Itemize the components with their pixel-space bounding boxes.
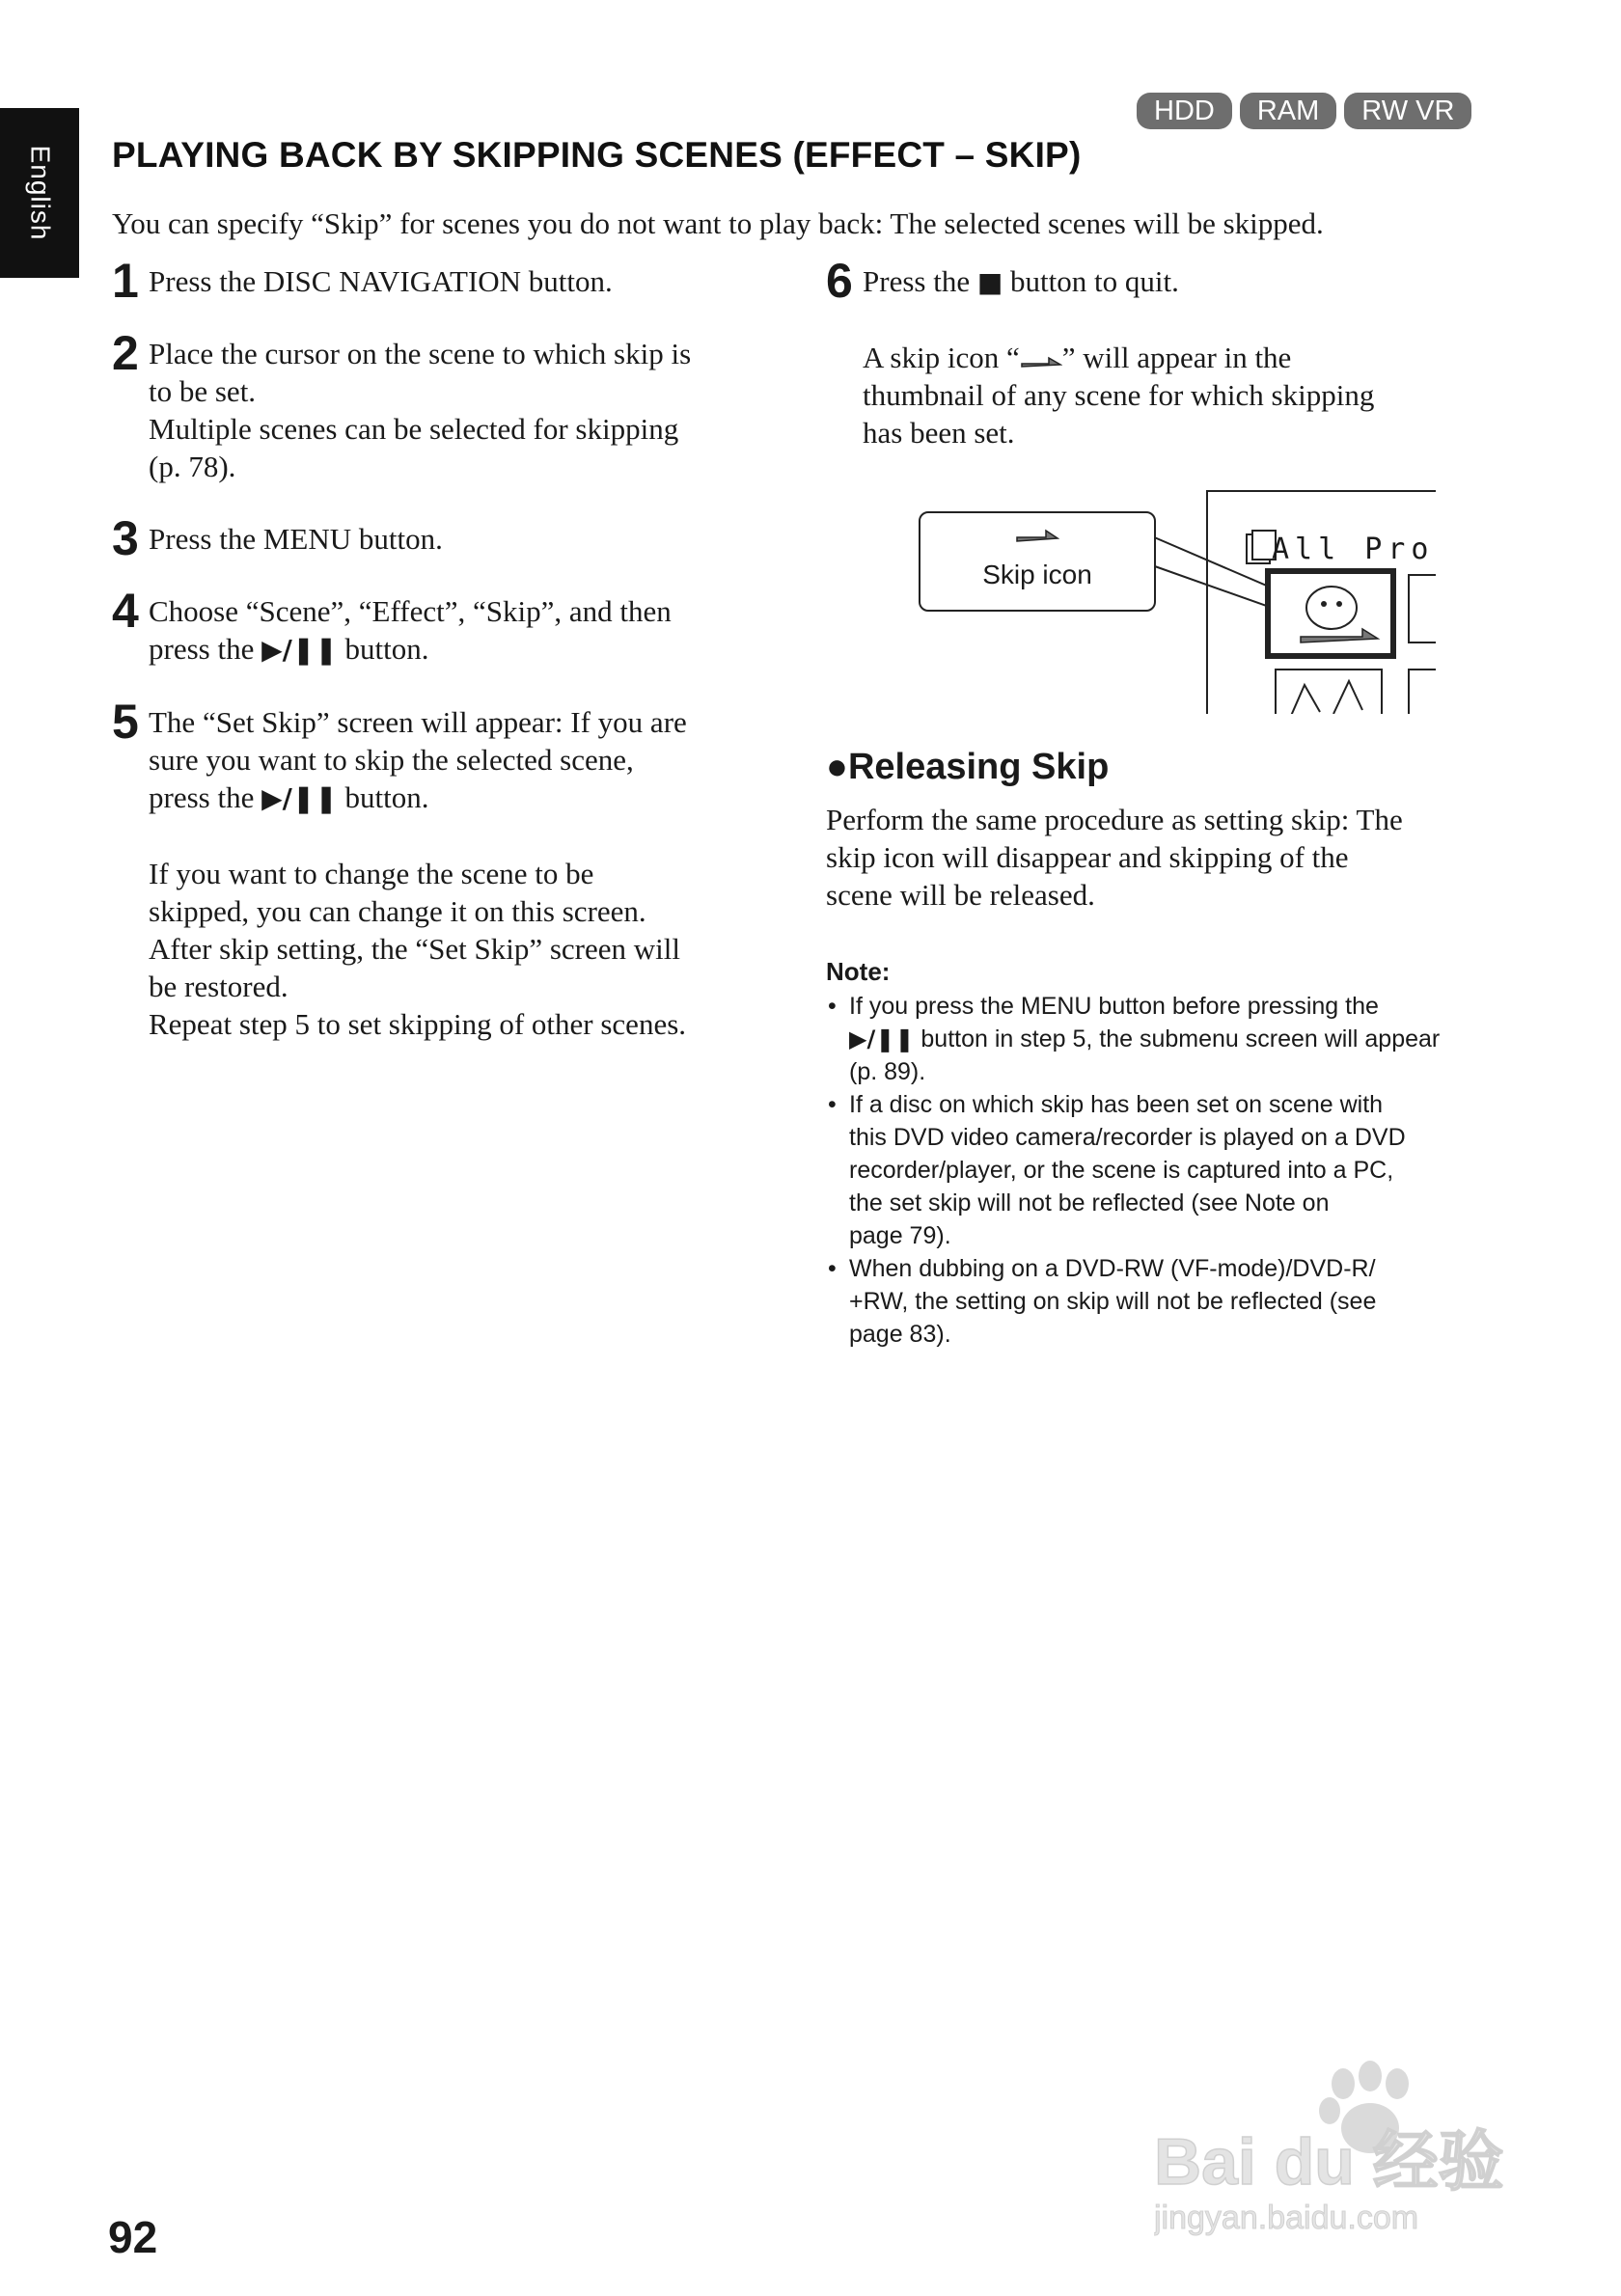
screen-title: All Pro <box>1272 533 1435 566</box>
step-text: (p. 78). <box>149 450 236 483</box>
note-line: • If you press the MENU button before pressing the <box>849 993 1379 1020</box>
text-fragment: ” will appear in the <box>1061 341 1292 374</box>
note-line: the set skip will not be reflected (see Note on <box>849 1189 1330 1216</box>
badge-ram: RAM <box>1240 93 1336 129</box>
body-line: skip icon will disappear and skipping of the <box>826 840 1349 874</box>
step-text <box>863 339 1501 376</box>
steps-left-column <box>112 254 787 1078</box>
text-fragment: button in step 5, the submenu screen will appear <box>920 1025 1441 1052</box>
text-fragment: press the <box>149 780 255 814</box>
note-box <box>826 955 1501 1351</box>
step-text: has been set. <box>863 416 1015 450</box>
step-text: Place the cursor on the scene to which skip is <box>149 337 692 370</box>
step-text: thumbnail of any scene for which skipping <box>863 378 1375 412</box>
stop-icon: ■ <box>976 266 1003 298</box>
steps-right-column <box>826 254 1501 486</box>
note-list <box>826 990 1501 1351</box>
body-line: scene will be released. <box>826 878 1095 912</box>
step-text: sure you want to skip the selected scene, <box>149 743 634 777</box>
step-1 <box>112 254 787 308</box>
step-6 <box>826 254 1501 451</box>
page-number: 92 <box>108 2212 158 2262</box>
step-text: Multiple scenes can be selected for skipping <box>149 412 679 446</box>
step-text: Press the DISC NAVIGATION button. <box>149 264 613 298</box>
step-text <box>149 779 787 817</box>
disc-type-badges <box>1137 93 1471 129</box>
releasing-skip-heading: ●Releasing Skip <box>826 747 1110 787</box>
note-item <box>826 1252 1501 1351</box>
step-number: 2 <box>112 326 139 380</box>
step-text: The “Set Skip” screen will appear: If you are <box>149 705 687 739</box>
skip-icon-illustration <box>915 490 1438 712</box>
text-fragment: press the <box>149 632 255 666</box>
note-title: Note: <box>826 957 891 986</box>
text-fragment: button. <box>344 632 429 666</box>
note-line: page 79). <box>849 1222 951 1249</box>
step-number: 6 <box>826 254 853 308</box>
step-text: to be set. <box>149 374 257 408</box>
note-line: recorder/player, or the scene is captured into a PC, <box>849 1157 1394 1184</box>
note-item <box>826 1088 1501 1252</box>
watermark-brand: Bai du 经验 <box>1154 2125 1504 2199</box>
note-line: (p. 89). <box>849 1058 926 1085</box>
screen-graphics <box>1208 492 1436 714</box>
note-line <box>849 1023 1501 1055</box>
step-3 <box>112 511 787 565</box>
skip-icon-callout <box>919 511 1156 612</box>
note-line: +RW, the setting on skip will not be reflected (see <box>849 1288 1377 1315</box>
skip-icon <box>1020 352 1062 369</box>
language-tab <box>0 108 79 278</box>
text-fragment: Press the <box>863 264 971 298</box>
step-number: 1 <box>112 254 139 308</box>
language-label: English <box>25 145 55 241</box>
step-text <box>863 262 1501 301</box>
step-5 <box>112 695 787 1043</box>
text-fragment: button. <box>344 780 429 814</box>
step-number: 3 <box>112 511 139 565</box>
play-pause-icon: ▶/❚❚ <box>261 634 338 666</box>
step-number: 4 <box>112 584 139 638</box>
page-title: PLAYING BACK BY SKIPPING SCENES (EFFECT – SKIP) <box>112 135 1082 175</box>
baidu-watermark <box>1154 2055 1579 2238</box>
play-pause-icon: ▶/❚❚ <box>261 782 338 814</box>
step-text: After skip setting, the “Set Skip” screen will <box>149 932 680 966</box>
note-line: page 83). <box>849 1321 951 1348</box>
skip-icon <box>1015 525 1059 544</box>
body-line: Perform the same procedure as setting skip: The <box>826 803 1403 836</box>
step-text: If you want to change the scene to be <box>149 857 594 890</box>
play-pause-icon: ▶/❚❚ <box>849 1025 915 1052</box>
step-4 <box>112 584 787 669</box>
note-line: • When dubbing on a DVD-RW (VF-mode)/DVD-R/ <box>849 1255 1376 1282</box>
note-line: this DVD video camera/recorder is played on a DVD <box>849 1124 1406 1151</box>
watermark-url: jingyan.baidu.com <box>1154 2200 1419 2236</box>
releasing-skip-text <box>826 801 1501 914</box>
note-line: • If a disc on which skip has been set on scene with <box>849 1091 1384 1118</box>
step-text: be restored. <box>149 970 288 1003</box>
badge-rw-vr: RW VR <box>1344 93 1471 129</box>
step-text: Choose “Scene”, “Effect”, “Skip”, and then <box>149 594 672 628</box>
text-fragment: button to quit. <box>1010 264 1179 298</box>
navigation-screen <box>1206 490 1436 714</box>
step-text <box>149 630 787 669</box>
step-2 <box>112 326 787 485</box>
badge-hdd: HDD <box>1137 93 1232 129</box>
intro-text: You can specify “Skip” for scenes you do not want to play back: The selected scenes will be skipped. <box>112 206 1324 240</box>
step-text: Repeat step 5 to set skipping of other scenes. <box>149 1007 687 1041</box>
note-item <box>826 990 1501 1088</box>
step-text: skipped, you can change it on this screen. <box>149 894 646 928</box>
text-fragment: A skip icon “ <box>863 341 1020 374</box>
step-text: Press the MENU button. <box>149 522 443 556</box>
callout-label: Skip icon <box>982 560 1092 589</box>
step-number: 5 <box>112 695 139 749</box>
